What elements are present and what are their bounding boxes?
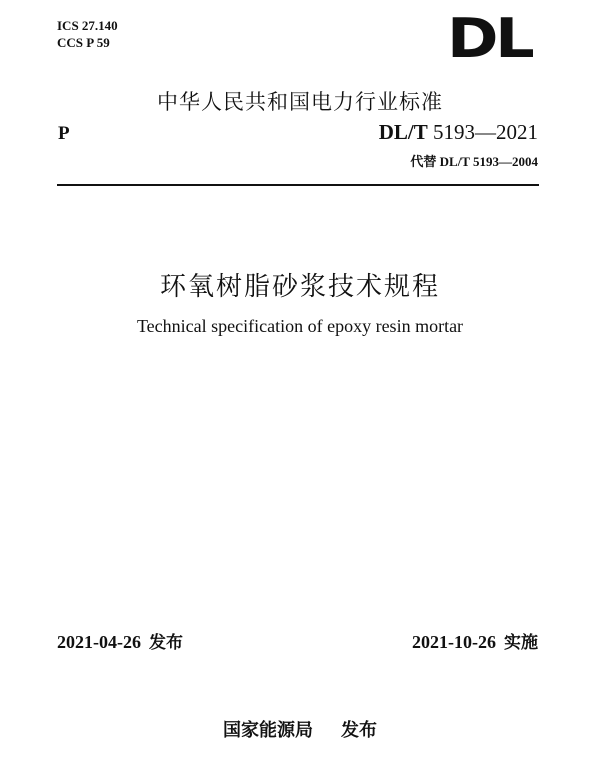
standard-code-number: 5193—2021	[433, 120, 538, 144]
implement-date-line	[412, 628, 538, 653]
classification-codes	[57, 17, 118, 51]
ics-code: ICS 27.140	[57, 18, 118, 33]
dl-logo: DL	[447, 7, 532, 70]
release-label: 发布	[149, 633, 183, 653]
issuer-line	[0, 716, 600, 742]
document-title-english: Technical specification of epoxy resin mortar	[136, 316, 464, 336]
replaces-code: 代替 DL/T 5193—2004	[410, 154, 538, 169]
industry-standard-heading: 中华人民共和国电力行业标准	[157, 90, 443, 114]
document-title-chinese: 环氧树脂砂浆技术规程	[159, 272, 440, 302]
classification-letter: P	[58, 123, 70, 144]
ccs-code: CCS P 59	[57, 35, 110, 50]
standard-code	[379, 120, 538, 145]
standard-code-prefix: DL/T	[378, 120, 428, 144]
issuer-action: 发布	[341, 720, 377, 741]
implement-date: 2021-10-26	[412, 632, 496, 652]
issuer-name: 国家能源局	[223, 720, 313, 741]
header-divider	[57, 184, 539, 186]
release-date: 2021-04-26	[57, 632, 141, 652]
implement-label: 实施	[504, 633, 538, 653]
release-date-line	[57, 628, 183, 653]
